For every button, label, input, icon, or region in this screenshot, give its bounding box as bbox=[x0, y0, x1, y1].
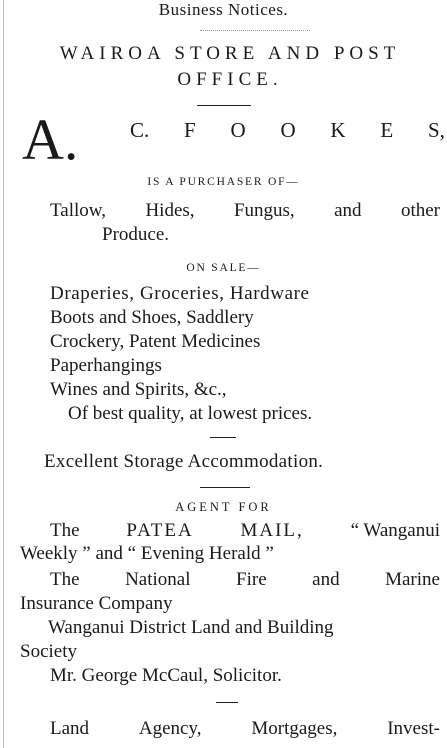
word: Fire bbox=[236, 569, 267, 590]
word: Agency, bbox=[138, 718, 202, 739]
word: National bbox=[125, 569, 191, 590]
on-sale-item: Of best quality, at lowest prices. bbox=[68, 403, 313, 424]
name-letter: O bbox=[280, 118, 296, 142]
word: PATEA bbox=[126, 520, 194, 541]
dotted-separator bbox=[200, 30, 310, 33]
name-letter: C. bbox=[130, 118, 150, 142]
storage-notice: Excellent Storage Accommodation. bbox=[44, 451, 324, 472]
word: The bbox=[50, 520, 80, 541]
on-sale-item: Crockery, Patent Medicines bbox=[50, 331, 261, 352]
final-line bbox=[50, 718, 440, 740]
rule-divider bbox=[200, 487, 250, 488]
purchaser-heading: IS A PURCHASER OF— bbox=[147, 176, 300, 188]
purchases-line-2: Produce. bbox=[102, 224, 170, 245]
word: “ Wanganui bbox=[350, 520, 440, 541]
proprietor-name bbox=[130, 118, 445, 143]
word: and bbox=[312, 569, 340, 590]
proprietor-initial: A. bbox=[22, 107, 79, 172]
name-letter: F bbox=[184, 118, 196, 142]
on-sale-item: Boots and Shoes, Saddlery bbox=[50, 307, 254, 328]
purchases-line-1 bbox=[50, 200, 440, 222]
word: Marine bbox=[385, 569, 440, 590]
word: Mortgages, bbox=[251, 718, 338, 739]
on-sale-item: Paperhangings bbox=[50, 355, 162, 376]
building-society-line-2: Society bbox=[20, 641, 77, 662]
on-sale-item: Wines and Spirits, &c., bbox=[50, 379, 227, 400]
section-heading: Business Notices. bbox=[158, 0, 289, 19]
word: Invest- bbox=[387, 718, 440, 739]
name-letter: K bbox=[330, 118, 346, 142]
name-letter: E bbox=[380, 118, 394, 142]
rule-divider bbox=[197, 105, 251, 106]
word: Land bbox=[50, 718, 90, 739]
column-divider bbox=[3, 0, 4, 748]
word: Tallow, bbox=[50, 200, 107, 221]
rule-divider bbox=[216, 702, 238, 703]
rule-divider bbox=[210, 437, 236, 438]
solicitor-line: Mr. George McCaul, Solicitor. bbox=[50, 665, 282, 686]
on-sale-heading: ON SALE— bbox=[186, 262, 261, 274]
insurance-line-2: Insurance Company bbox=[20, 593, 173, 614]
patea-line-1 bbox=[50, 520, 440, 542]
name-letter: S, bbox=[427, 118, 445, 142]
word: MAIL, bbox=[240, 520, 304, 541]
word: and bbox=[334, 200, 362, 221]
patea-line-2: Weekly ” and “ Evening Herald ” bbox=[20, 543, 274, 564]
on-sale-item: Draperies, Groceries, Hardware bbox=[50, 283, 310, 304]
agent-heading: AGENT FOR bbox=[175, 500, 272, 514]
word: Fungus, bbox=[233, 200, 295, 221]
insurance-line-1 bbox=[50, 569, 440, 591]
store-title-line-1: WAIROA STORE AND POST bbox=[59, 43, 401, 64]
word: other bbox=[400, 200, 440, 221]
word: The bbox=[50, 569, 80, 590]
word: Hides, bbox=[145, 200, 195, 221]
building-society-line-1: Wanganui District Land and Building bbox=[48, 617, 334, 638]
name-letter: O bbox=[230, 118, 246, 142]
store-title-line-2: OFFICE. bbox=[177, 69, 283, 90]
